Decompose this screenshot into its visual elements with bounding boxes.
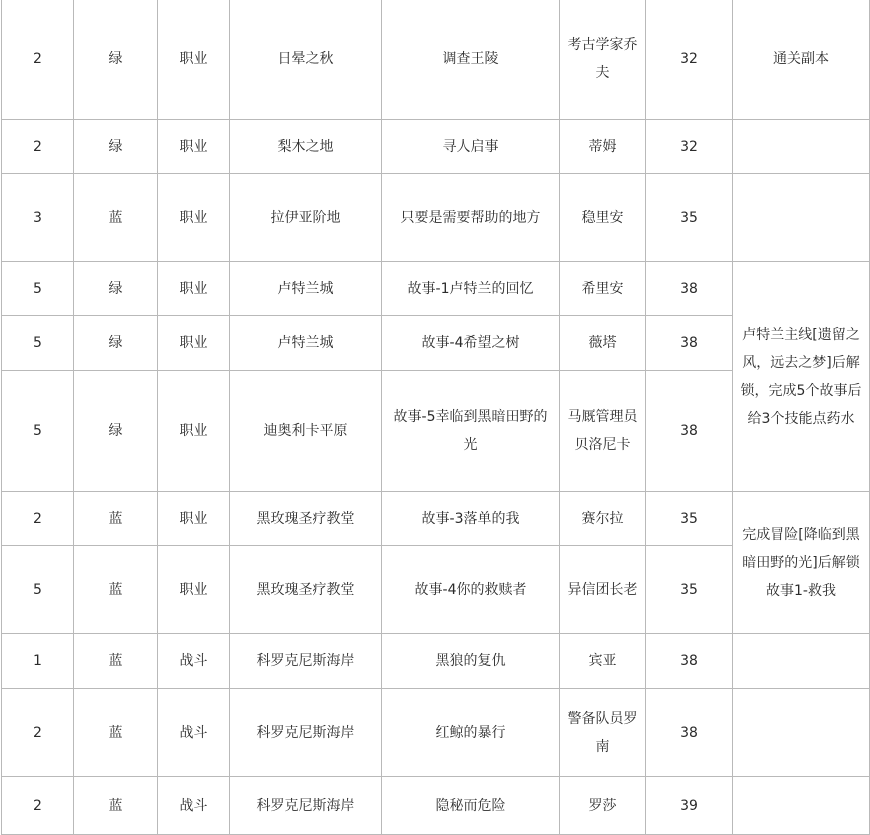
region-cell: 黑玫瑰圣疗教堂 [230,546,382,634]
count-cell: 2 [2,689,74,777]
quest-cell: 故事-4你的救赎者 [382,546,560,634]
table-row [2,0,870,120]
note-cell: 通关副本 [733,0,870,120]
quality-cell: 绿 [74,316,158,371]
region-cell: 梨木之地 [230,120,382,174]
level-cell: 38 [646,689,733,777]
region-cell: 迪奥利卡平原 [230,371,382,492]
quest-table [1,0,870,835]
count-cell: 5 [2,316,74,371]
quality-cell: 蓝 [74,777,158,835]
npc-cell: 薇塔 [560,316,646,371]
count-cell: 5 [2,546,74,634]
npc-cell: 罗莎 [560,777,646,835]
quest-cell: 只要是需要帮助的地方 [382,174,560,262]
quest-cell: 故事-4希望之树 [382,316,560,371]
type-cell: 职业 [158,546,230,634]
level-cell: 35 [646,492,733,546]
region-cell: 拉伊亚阶地 [230,174,382,262]
type-cell: 职业 [158,174,230,262]
region-cell: 科罗克尼斯海岸 [230,777,382,835]
npc-cell: 稳里安 [560,174,646,262]
level-cell: 35 [646,174,733,262]
quality-cell: 绿 [74,371,158,492]
table-row [2,492,870,546]
count-cell: 3 [2,174,74,262]
level-cell: 35 [646,546,733,634]
quest-cell: 故事-3落单的我 [382,492,560,546]
level-cell: 38 [646,262,733,316]
quality-cell: 蓝 [74,634,158,689]
npc-cell: 蒂姆 [560,120,646,174]
npc-cell: 异信团长老 [560,546,646,634]
note-cell [733,689,870,777]
quality-cell: 蓝 [74,546,158,634]
quality-cell: 绿 [74,262,158,316]
lutran-unlock-note: 卢特兰主线[遗留之风，远去之梦]后解锁，完成5个故事后给3个技能点药水 [733,262,870,492]
note-cell [733,634,870,689]
quality-cell: 绿 [74,120,158,174]
level-cell: 38 [646,634,733,689]
note-cell [733,777,870,835]
level-cell: 39 [646,777,733,835]
count-cell: 2 [2,777,74,835]
type-cell: 职业 [158,371,230,492]
region-cell: 黑玫瑰圣疗教堂 [230,492,382,546]
quest-cell: 黑狼的复仇 [382,634,560,689]
level-cell: 32 [646,0,733,120]
quality-cell: 绿 [74,0,158,120]
npc-cell: 警备队员罗南 [560,689,646,777]
table-row [2,120,870,174]
type-cell: 职业 [158,120,230,174]
level-cell: 38 [646,316,733,371]
quality-cell: 蓝 [74,689,158,777]
table-row [2,689,870,777]
npc-cell: 马厩管理员贝洛尼卡 [560,371,646,492]
note-cell [733,174,870,262]
quality-cell: 蓝 [74,174,158,262]
type-cell: 战斗 [158,634,230,689]
type-cell: 职业 [158,0,230,120]
church-unlock-note: 完成冒险[降临到黑暗田野的光]后解锁故事1-救我 [733,492,870,634]
region-cell: 科罗克尼斯海岸 [230,634,382,689]
quest-cell: 故事-5幸临到黑暗田野的光 [382,371,560,492]
npc-cell: 宾亚 [560,634,646,689]
quality-cell: 蓝 [74,492,158,546]
count-cell: 5 [2,371,74,492]
npc-cell: 赛尔拉 [560,492,646,546]
quest-cell: 红鲸的暴行 [382,689,560,777]
table-row [2,262,870,316]
level-cell: 38 [646,371,733,492]
count-cell: 2 [2,120,74,174]
count-cell: 2 [2,0,74,120]
npc-cell: 考古学家乔夫 [560,0,646,120]
type-cell: 职业 [158,492,230,546]
note-cell [733,120,870,174]
count-cell: 1 [2,634,74,689]
npc-cell: 希里安 [560,262,646,316]
count-cell: 5 [2,262,74,316]
table-row [2,634,870,689]
quest-cell: 隐秘而危险 [382,777,560,835]
region-cell: 科罗克尼斯海岸 [230,689,382,777]
region-cell: 卢特兰城 [230,316,382,371]
count-cell: 2 [2,492,74,546]
quest-cell: 调查王陵 [382,0,560,120]
type-cell: 职业 [158,262,230,316]
table-row [2,777,870,835]
type-cell: 职业 [158,316,230,371]
quest-cell: 寻人启事 [382,120,560,174]
quest-cell: 故事-1卢特兰的回忆 [382,262,560,316]
level-cell: 32 [646,120,733,174]
type-cell: 战斗 [158,689,230,777]
region-cell: 日晕之秋 [230,0,382,120]
region-cell: 卢特兰城 [230,262,382,316]
table-row [2,174,870,262]
type-cell: 战斗 [158,777,230,835]
